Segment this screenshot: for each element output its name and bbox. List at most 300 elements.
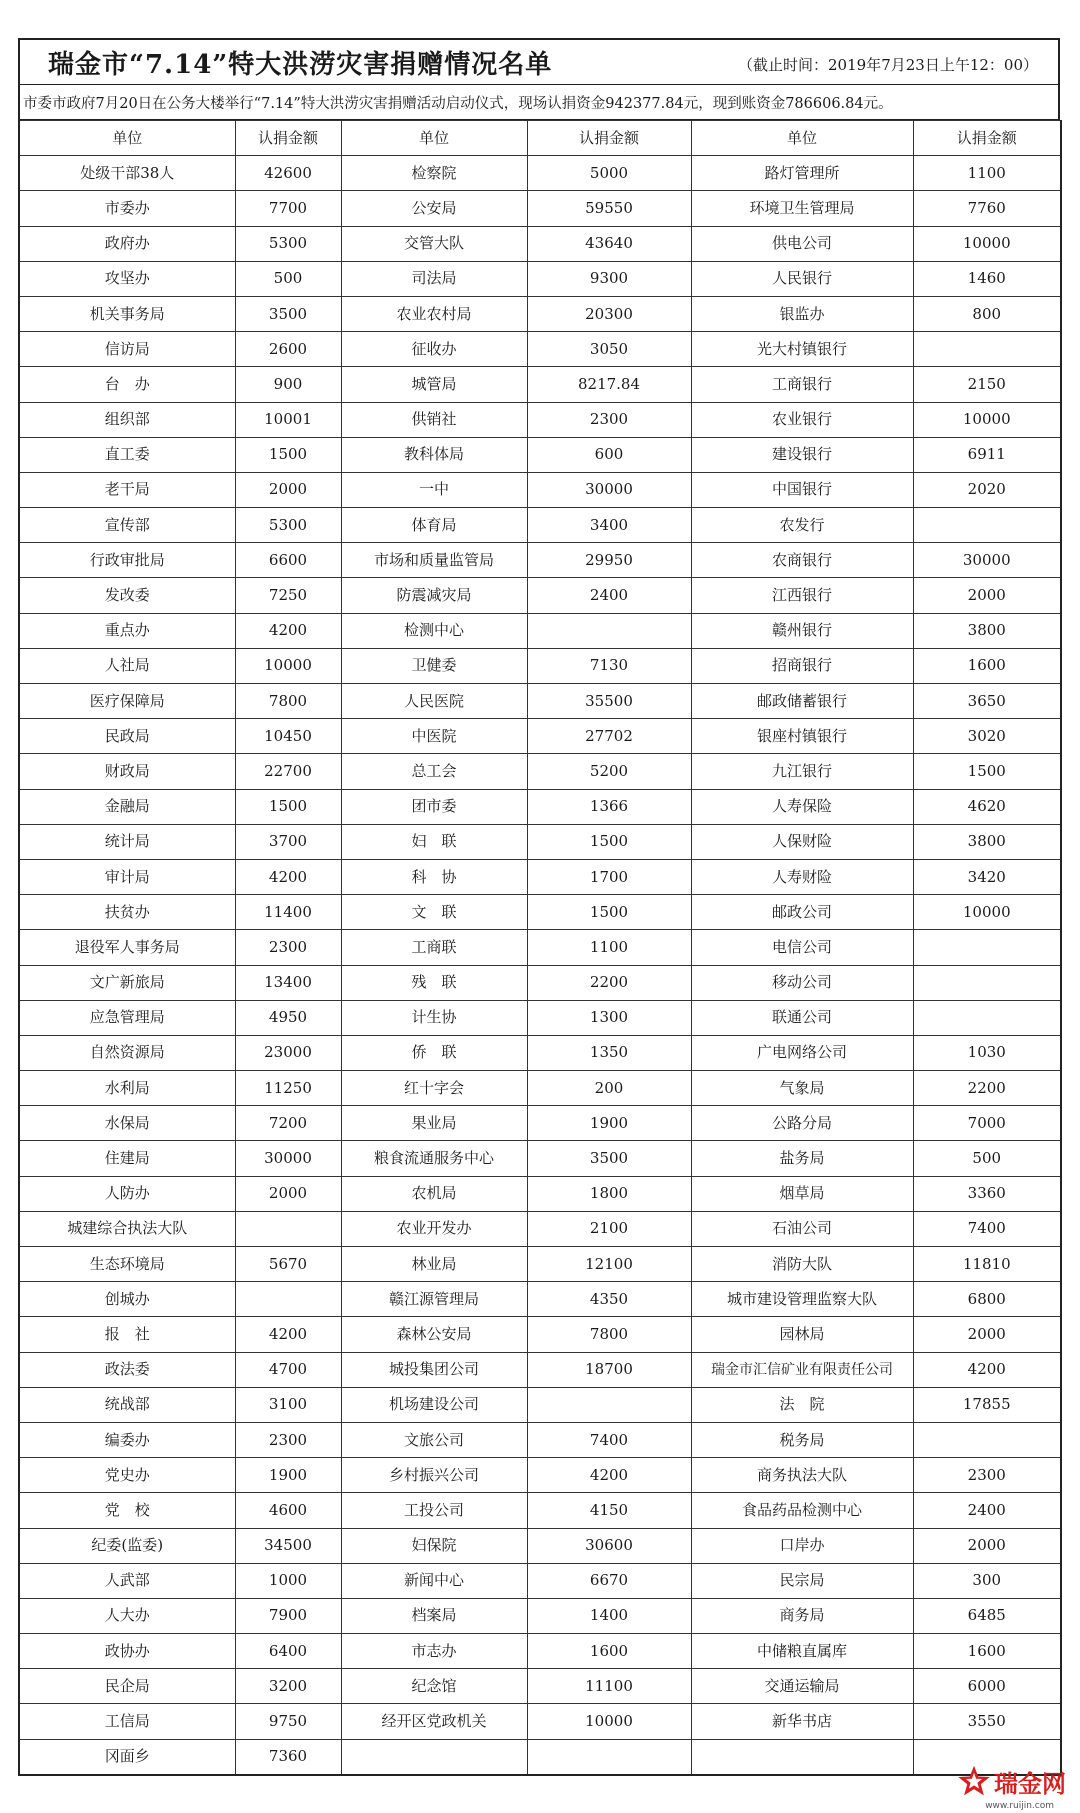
unit-cell: 烟草局: [691, 1176, 913, 1211]
unit-cell: 科 协: [341, 859, 527, 894]
unit-cell: 残 联: [341, 965, 527, 1000]
unit-cell: 城管局: [341, 367, 527, 402]
amount-cell: 2600: [235, 332, 341, 367]
unit-cell: 住建局: [19, 1141, 235, 1176]
table-row: [19, 1000, 1061, 1035]
amount-cell: 7130: [527, 648, 691, 683]
amount-cell: 6000: [913, 1669, 1061, 1704]
table-row: [19, 1141, 1061, 1176]
amount-cell: 1600: [527, 1634, 691, 1669]
amount-cell: 10000: [913, 402, 1061, 437]
unit-cell: 创城办: [19, 1282, 235, 1317]
unit-cell: 医疗保障局: [19, 684, 235, 719]
unit-cell: 联通公司: [691, 1000, 913, 1035]
unit-cell: 信访局: [19, 332, 235, 367]
amount-cell: 7800: [235, 684, 341, 719]
amount-cell: 1100: [527, 930, 691, 965]
amount-cell: 1500: [913, 754, 1061, 789]
table-row: [19, 437, 1061, 472]
table-row: [19, 367, 1061, 402]
amount-cell: 6911: [913, 437, 1061, 472]
amount-cell: 1500: [527, 824, 691, 859]
unit-cell: 消防大队: [691, 1247, 913, 1282]
unit-cell: 教科体局: [341, 437, 527, 472]
table-row: [19, 1669, 1061, 1704]
unit-cell: 政协办: [19, 1634, 235, 1669]
unit-cell: 邮政储蓄银行: [691, 684, 913, 719]
amount-cell: 17855: [913, 1387, 1061, 1422]
amount-cell: 10000: [913, 895, 1061, 930]
unit-cell: 瑞金市汇信矿业有限责任公司: [691, 1352, 913, 1387]
table-row: [19, 1211, 1061, 1246]
unit-cell: 农业开发办: [341, 1211, 527, 1246]
unit-cell: 九江银行: [691, 754, 913, 789]
amount-cell: 900: [235, 367, 341, 402]
unit-cell: 攻坚办: [19, 261, 235, 296]
amount-cell: 18700: [527, 1352, 691, 1387]
amount-cell: 1000: [235, 1563, 341, 1598]
amount-cell: 600: [527, 437, 691, 472]
amount-cell: 4150: [527, 1493, 691, 1528]
unit-cell: 检测中心: [341, 613, 527, 648]
unit-cell: 公路分局: [691, 1106, 913, 1141]
amount-cell: 27702: [527, 719, 691, 754]
unit-cell: 统战部: [19, 1387, 235, 1422]
donation-sheet: [18, 38, 1060, 1776]
amount-cell: [913, 965, 1061, 1000]
unit-cell: 口岸办: [691, 1528, 913, 1563]
unit-cell: 人民医院: [341, 684, 527, 719]
unit-cell: 审计局: [19, 859, 235, 894]
unit-cell: 纪念馆: [341, 1669, 527, 1704]
table-row: [19, 1282, 1061, 1317]
amount-cell: 23000: [235, 1035, 341, 1070]
header-amount-2: 认捐金额: [527, 121, 691, 156]
unit-cell: 食品药品检测中心: [691, 1493, 913, 1528]
unit-cell: 党史办: [19, 1458, 235, 1493]
unit-cell: 电信公司: [691, 930, 913, 965]
unit-cell: 建设银行: [691, 437, 913, 472]
unit-cell: 机场建设公司: [341, 1387, 527, 1422]
amount-cell: 2300: [235, 1422, 341, 1457]
amount-cell: [235, 1211, 341, 1246]
unit-cell: 中储粮直属库: [691, 1634, 913, 1669]
unit-cell: 农机局: [341, 1176, 527, 1211]
unit-cell: 文 联: [341, 895, 527, 930]
header-unit-1: 单位: [19, 121, 235, 156]
amount-cell: 10000: [527, 1704, 691, 1739]
table-row: [19, 156, 1061, 191]
amount-cell: 10450: [235, 719, 341, 754]
amount-cell: 2000: [913, 578, 1061, 613]
unit-cell: 文旅公司: [341, 1422, 527, 1457]
table-row: [19, 402, 1061, 437]
header-amount-3: 认捐金额: [913, 121, 1061, 156]
amount-cell: 3400: [527, 508, 691, 543]
unit-cell: 政府办: [19, 226, 235, 261]
red-star-icon: [956, 1763, 992, 1799]
amount-cell: 6800: [913, 1282, 1061, 1317]
unit-cell: 民政局: [19, 719, 235, 754]
unit-cell: 水保局: [19, 1106, 235, 1141]
table-row: [19, 1317, 1061, 1352]
amount-cell: 8217.84: [527, 367, 691, 402]
unit-cell: 行政审批局: [19, 543, 235, 578]
unit-cell: 林业局: [341, 1247, 527, 1282]
table-row: [19, 859, 1061, 894]
amount-cell: 2000: [913, 1317, 1061, 1352]
unit-cell: 退役军人事务局: [19, 930, 235, 965]
amount-cell: 4350: [527, 1282, 691, 1317]
amount-cell: 3550: [913, 1704, 1061, 1739]
amount-cell: 1600: [913, 648, 1061, 683]
amount-cell: 7400: [527, 1422, 691, 1457]
unit-cell: 中医院: [341, 719, 527, 754]
amount-cell: 3100: [235, 1387, 341, 1422]
amount-cell: [913, 930, 1061, 965]
amount-cell: 2150: [913, 367, 1061, 402]
unit-cell: 党 校: [19, 1493, 235, 1528]
unit-cell: 路灯管理所: [691, 156, 913, 191]
amount-cell: 9750: [235, 1704, 341, 1739]
unit-cell: 园林局: [691, 1317, 913, 1352]
table-row: [19, 1106, 1061, 1141]
amount-cell: 7250: [235, 578, 341, 613]
amount-cell: [527, 1739, 691, 1775]
amount-cell: 59550: [527, 191, 691, 226]
unit-cell: 工信局: [19, 1704, 235, 1739]
table-row: [19, 754, 1061, 789]
unit-cell: 人社局: [19, 648, 235, 683]
unit-cell: 财政局: [19, 754, 235, 789]
unit-cell: 新华书店: [691, 1704, 913, 1739]
table-row: [19, 578, 1061, 613]
unit-cell: 市委办: [19, 191, 235, 226]
unit-cell: 江西银行: [691, 578, 913, 613]
unit-cell: 防震减灾局: [341, 578, 527, 613]
header-unit-2: 单位: [341, 121, 527, 156]
unit-cell: 城投集团公司: [341, 1352, 527, 1387]
table-body: [19, 156, 1061, 1775]
table-header-row: [19, 121, 1061, 156]
amount-cell: 12100: [527, 1247, 691, 1282]
table-row: [19, 1035, 1061, 1070]
amount-cell: 3360: [913, 1176, 1061, 1211]
amount-cell: [527, 1387, 691, 1422]
amount-cell: 3650: [913, 684, 1061, 719]
unit-cell: 重点办: [19, 613, 235, 648]
table-row: [19, 1387, 1061, 1422]
unit-cell: 宣传部: [19, 508, 235, 543]
unit-cell: 赣州银行: [691, 613, 913, 648]
amount-cell: 4200: [235, 859, 341, 894]
amount-cell: 30600: [527, 1528, 691, 1563]
unit-cell: 工商联: [341, 930, 527, 965]
amount-cell: 2100: [527, 1211, 691, 1246]
unit-cell: 人大办: [19, 1598, 235, 1633]
amount-cell: 2020: [913, 472, 1061, 507]
unit-cell: 红十字会: [341, 1071, 527, 1106]
unit-cell: 城建综合执法大队: [19, 1211, 235, 1246]
unit-cell: 中国银行: [691, 472, 913, 507]
logo-url: www.ruijin.com: [985, 1801, 1054, 1811]
unit-cell: 人保财险: [691, 824, 913, 859]
amount-cell: 500: [913, 1141, 1061, 1176]
amount-cell: 5670: [235, 1247, 341, 1282]
unit-cell: 组织部: [19, 402, 235, 437]
amount-cell: 1366: [527, 789, 691, 824]
unit-cell: 人寿财险: [691, 859, 913, 894]
amount-cell: 3500: [235, 296, 341, 331]
amount-cell: 6485: [913, 1598, 1061, 1633]
unit-cell: 冈面乡: [19, 1739, 235, 1775]
amount-cell: 4200: [527, 1458, 691, 1493]
amount-cell: 7360: [235, 1739, 341, 1775]
table-row: [19, 719, 1061, 754]
amount-cell: [235, 1282, 341, 1317]
unit-cell: 法 院: [691, 1387, 913, 1422]
unit-cell: 市场和质量监管局: [341, 543, 527, 578]
amount-cell: 3200: [235, 1669, 341, 1704]
unit-cell: 气象局: [691, 1071, 913, 1106]
unit-cell: 光大村镇银行: [691, 332, 913, 367]
unit-cell: 银座村镇银行: [691, 719, 913, 754]
table-row: [19, 332, 1061, 367]
table-row: [19, 1458, 1061, 1493]
unit-cell: 供电公司: [691, 226, 913, 261]
notice-text: 市委市政府7月20日在公务大楼举行“7.14”特大洪涝灾害捐赠活动启动仪式，现场认捐资金942377.84元，现到账资金786606.84元。: [23, 95, 893, 112]
amount-cell: 1460: [913, 261, 1061, 296]
table-row: [19, 895, 1061, 930]
unit-cell: 供销社: [341, 402, 527, 437]
amount-cell: 2200: [527, 965, 691, 1000]
unit-cell: 检察院: [341, 156, 527, 191]
unit-cell: 工商银行: [691, 367, 913, 402]
table-row: [19, 824, 1061, 859]
table-row: [19, 1634, 1061, 1669]
amount-cell: 7000: [913, 1106, 1061, 1141]
unit-cell: 侨 联: [341, 1035, 527, 1070]
table-row: [19, 930, 1061, 965]
amount-cell: [913, 332, 1061, 367]
unit-cell: 商务局: [691, 1598, 913, 1633]
unit-cell: 民宗局: [691, 1563, 913, 1598]
amount-cell: 3420: [913, 859, 1061, 894]
amount-cell: 3800: [913, 613, 1061, 648]
unit-cell: 森林公安局: [341, 1317, 527, 1352]
amount-cell: 7700: [235, 191, 341, 226]
amount-cell: 42600: [235, 156, 341, 191]
unit-cell: 发改委: [19, 578, 235, 613]
amount-cell: 7400: [913, 1211, 1061, 1246]
unit-cell: 经开区党政机关: [341, 1704, 527, 1739]
amount-cell: 30000: [235, 1141, 341, 1176]
unit-cell: 应急管理局: [19, 1000, 235, 1035]
unit-cell: 人寿保险: [691, 789, 913, 824]
amount-cell: 1600: [913, 1634, 1061, 1669]
amount-cell: 4200: [913, 1352, 1061, 1387]
amount-cell: [527, 613, 691, 648]
amount-cell: 2300: [913, 1458, 1061, 1493]
amount-cell: 1350: [527, 1035, 691, 1070]
amount-cell: 11250: [235, 1071, 341, 1106]
table-row: [19, 1563, 1061, 1598]
table-row: [19, 261, 1061, 296]
unit-cell: 政法委: [19, 1352, 235, 1387]
amount-cell: 6600: [235, 543, 341, 578]
unit-cell: 市志办: [341, 1634, 527, 1669]
unit-cell: 自然资源局: [19, 1035, 235, 1070]
amount-cell: 3700: [235, 824, 341, 859]
title-row: [18, 38, 1060, 85]
table-row: [19, 1493, 1061, 1528]
unit-cell: 广电网络公司: [691, 1035, 913, 1070]
amount-cell: 30000: [913, 543, 1061, 578]
unit-cell: 处级干部38人: [19, 156, 235, 191]
amount-cell: 1500: [235, 437, 341, 472]
table-row: [19, 648, 1061, 683]
amount-cell: 4200: [235, 1317, 341, 1352]
unit-cell: 公安局: [341, 191, 527, 226]
unit-cell: 农商银行: [691, 543, 913, 578]
unit-cell: 卫健委: [341, 648, 527, 683]
unit-cell: 水利局: [19, 1071, 235, 1106]
unit-cell: 总工会: [341, 754, 527, 789]
table-row: [19, 1176, 1061, 1211]
header-unit-3: 单位: [691, 121, 913, 156]
amount-cell: 6670: [527, 1563, 691, 1598]
unit-cell: 生态环境局: [19, 1247, 235, 1282]
unit-cell: 粮食流通服务中心: [341, 1141, 527, 1176]
table-row: [19, 508, 1061, 543]
unit-cell: 司法局: [341, 261, 527, 296]
amount-cell: 5000: [527, 156, 691, 191]
unit-cell: 纪委(监委): [19, 1528, 235, 1563]
amount-cell: 34500: [235, 1528, 341, 1563]
amount-cell: 4620: [913, 789, 1061, 824]
amount-cell: 1500: [527, 895, 691, 930]
amount-cell: 2400: [527, 578, 691, 613]
unit-cell: 统计局: [19, 824, 235, 859]
unit-cell: 交管大队: [341, 226, 527, 261]
unit-cell: 妇 联: [341, 824, 527, 859]
ruijin-logo: [956, 1763, 1066, 1799]
unit-cell: 人防办: [19, 1176, 235, 1211]
table-row: [19, 789, 1061, 824]
table-row: [19, 1071, 1061, 1106]
unit-cell: 报 社: [19, 1317, 235, 1352]
table-row: [19, 226, 1061, 261]
amount-cell: 2000: [235, 472, 341, 507]
unit-cell: 台 办: [19, 367, 235, 402]
amount-cell: [913, 1422, 1061, 1457]
table-row: [19, 543, 1061, 578]
unit-cell: 文广新旅局: [19, 965, 235, 1000]
amount-cell: 3050: [527, 332, 691, 367]
table-row: [19, 1422, 1061, 1457]
amount-cell: 11100: [527, 1669, 691, 1704]
unit-cell: 直工委: [19, 437, 235, 472]
table-row: [19, 965, 1061, 1000]
unit-cell: 农发行: [691, 508, 913, 543]
amount-cell: 10000: [913, 226, 1061, 261]
table-row: [19, 472, 1061, 507]
amount-cell: 3500: [527, 1141, 691, 1176]
unit-cell: 妇保院: [341, 1528, 527, 1563]
unit-cell: 果业局: [341, 1106, 527, 1141]
amount-cell: 9300: [527, 261, 691, 296]
amount-cell: 43640: [527, 226, 691, 261]
unit-cell: 机关事务局: [19, 296, 235, 331]
amount-cell: 13400: [235, 965, 341, 1000]
page-title: 瑞金市“7.14”特大洪涝灾害捐赠情况名单: [48, 49, 553, 80]
unit-cell: 一中: [341, 472, 527, 507]
table-row: [19, 1352, 1061, 1387]
unit-cell: 乡村振兴公司: [341, 1458, 527, 1493]
logo-text: 瑞金网: [994, 1769, 1066, 1798]
amount-cell: 4700: [235, 1352, 341, 1387]
amount-cell: 11810: [913, 1247, 1061, 1282]
unit-cell: 盐务局: [691, 1141, 913, 1176]
amount-cell: 2300: [527, 402, 691, 437]
unit-cell: 民企局: [19, 1669, 235, 1704]
amount-cell: 1700: [527, 859, 691, 894]
amount-cell: 1500: [235, 789, 341, 824]
unit-cell: 农业银行: [691, 402, 913, 437]
unit-cell: 银监办: [691, 296, 913, 331]
unit-cell: 计生协: [341, 1000, 527, 1035]
donation-table: [18, 120, 1062, 1776]
amount-cell: 5200: [527, 754, 691, 789]
unit-cell: 人武部: [19, 1563, 235, 1598]
table-row: [19, 1528, 1061, 1563]
amount-cell: 1400: [527, 1598, 691, 1633]
table-row: [19, 1598, 1061, 1633]
amount-cell: 20300: [527, 296, 691, 331]
amount-cell: 3800: [913, 824, 1061, 859]
unit-cell: [341, 1739, 527, 1775]
unit-cell: 新闻中心: [341, 1563, 527, 1598]
unit-cell: 交通运输局: [691, 1669, 913, 1704]
amount-cell: 1800: [527, 1176, 691, 1211]
unit-cell: 招商银行: [691, 648, 913, 683]
unit-cell: 城市建设管理监察大队: [691, 1282, 913, 1317]
amount-cell: 500: [235, 261, 341, 296]
table-row: [19, 613, 1061, 648]
unit-cell: 赣江源管理局: [341, 1282, 527, 1317]
unit-cell: 团市委: [341, 789, 527, 824]
amount-cell: 4200: [235, 613, 341, 648]
deadline-text: （截止时间：2019年7月23日上午12：00）: [738, 56, 1038, 74]
amount-cell: 7760: [913, 191, 1061, 226]
amount-cell: 1300: [527, 1000, 691, 1035]
amount-cell: 2200: [913, 1071, 1061, 1106]
table-row: [19, 296, 1061, 331]
amount-cell: 30000: [527, 472, 691, 507]
unit-cell: 移动公司: [691, 965, 913, 1000]
amount-cell: 2000: [913, 1528, 1061, 1563]
amount-cell: 2400: [913, 1493, 1061, 1528]
unit-cell: 征收办: [341, 332, 527, 367]
table-row: [19, 1704, 1061, 1739]
amount-cell: 1900: [235, 1458, 341, 1493]
amount-cell: 1100: [913, 156, 1061, 191]
amount-cell: 5300: [235, 508, 341, 543]
table-row: [19, 191, 1061, 226]
unit-cell: 人民银行: [691, 261, 913, 296]
unit-cell: 邮政公司: [691, 895, 913, 930]
amount-cell: 10001: [235, 402, 341, 437]
